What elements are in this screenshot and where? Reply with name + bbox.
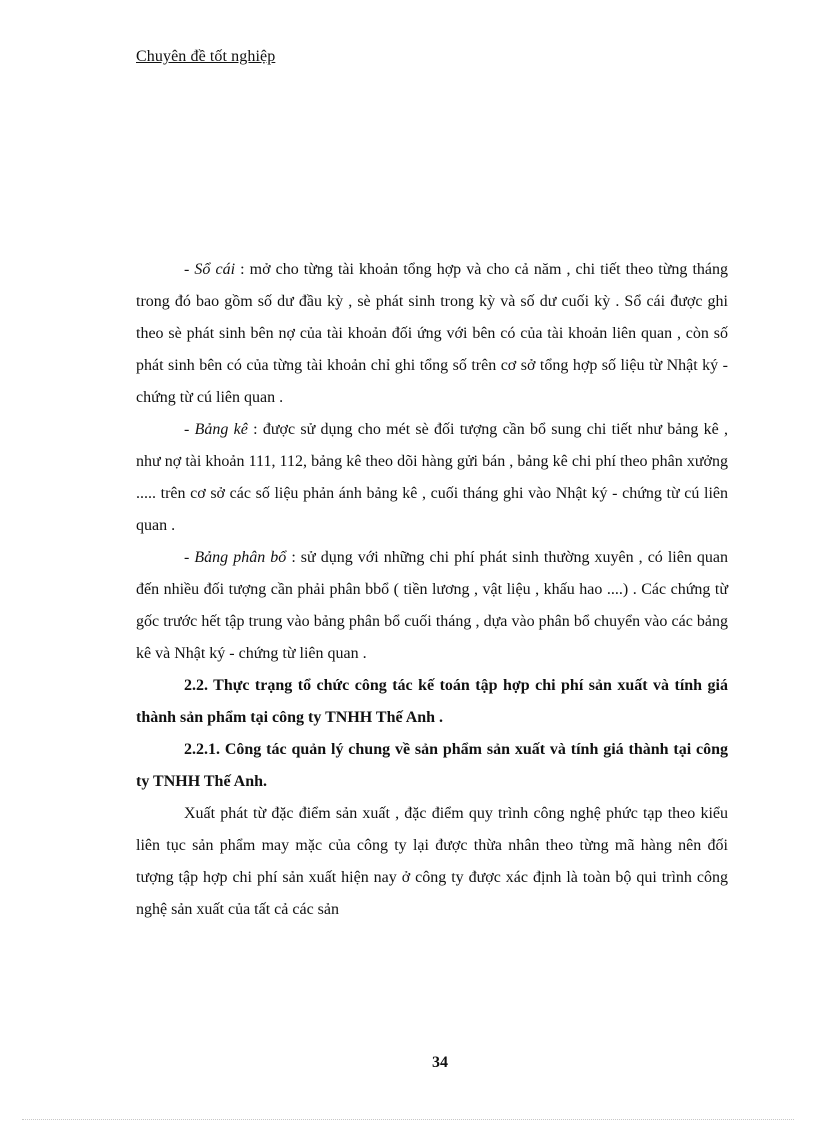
paragraph-lead: - [184,421,195,438]
paragraph-bang-ke [136,414,728,542]
paragraph-xuat-phat: Xuất phát từ đặc điểm sản xuất , đặc điểm quy trình công nghệ phức tạp theo kiểu liên tục sản phẩm may mặc của công ty lại được thừa nhân theo từng mã hàng nên đối tượng tập hợp chi phí sản xuất hiện nay ở công ty được xác định là toàn bộ qui trình công nghệ sản xuất của tất cả các sản [136,805,728,918]
term-bang-phan-bo: Bảng phân bổ [194,549,287,566]
paragraph-text: : mở cho từng tài khoản tổng hợp và cho cả năm , chi tiết theo từng tháng trong đó bao gồm số dư đầu kỳ , sè phát sinh trong kỳ và số dư cuối kỳ . Sổ cái được ghi theo sè phát sinh bên nợ của tài khoản đối ứng với bên có của tài khoản liên quan , còn số phát sinh bên có của từng tài khoản chỉ ghi tổng số trên cơ sở tổng hợp số liệu từ Nhật ký - chứng từ cú liên quan . [136,261,729,406]
paragraph-lead: - [184,549,195,566]
document-body [136,254,728,926]
paragraph-lead: - [184,261,195,278]
paragraph-text: : được sử dụng cho mét sè đối tượng cần bổ sung chi tiết như bảng kê , như nợ tài khoản 111, 112, bảng kê theo dõi hàng gửi bán , bảng kê chi phí theo phân xưởng ..... trên cơ sở các số liệu phản ánh bảng kê , cuối tháng ghi vào Nhật ký - chứng từ cú liên quan . [136,421,729,534]
term-so-cai: Sổ cái [194,261,236,278]
paragraph-so-cai [136,254,728,414]
term-bang-ke: Bảng kê [194,421,248,438]
section-heading-2-2: 2.2. Thực trạng tổ chức công tác kế toán tập hợp chi phí sản xuất và tính giá thành sản phẩm tại công ty TNHH Thế Anh . [136,677,728,726]
paragraph-bang-phan-bo [136,542,728,670]
section-heading-2-2-1: 2.2.1. Công tác quản lý chung về sản phẩm sản xuất và tính giá thành tại công ty TNHH Thế Anh. [136,741,728,790]
paragraph-text: : sử dụng với những chi phí phát sinh thường xuyên , có liên quan đến nhiều đối tượng cần phải phân bbổ ( tiền lương , vật liệu , khấu hao ....) . Các chứng từ gốc trước hết tập trung vào bảng phân bổ cuối tháng , dựa vào phân bổ chuyển vào các bảng kê và Nhật ký - chứng từ liên quan . [136,549,729,662]
page-bottom-border [22,1119,794,1120]
page-number: 34 [432,1054,448,1071]
document-header: Chuyên đề tốt nghiệp [136,48,276,65]
